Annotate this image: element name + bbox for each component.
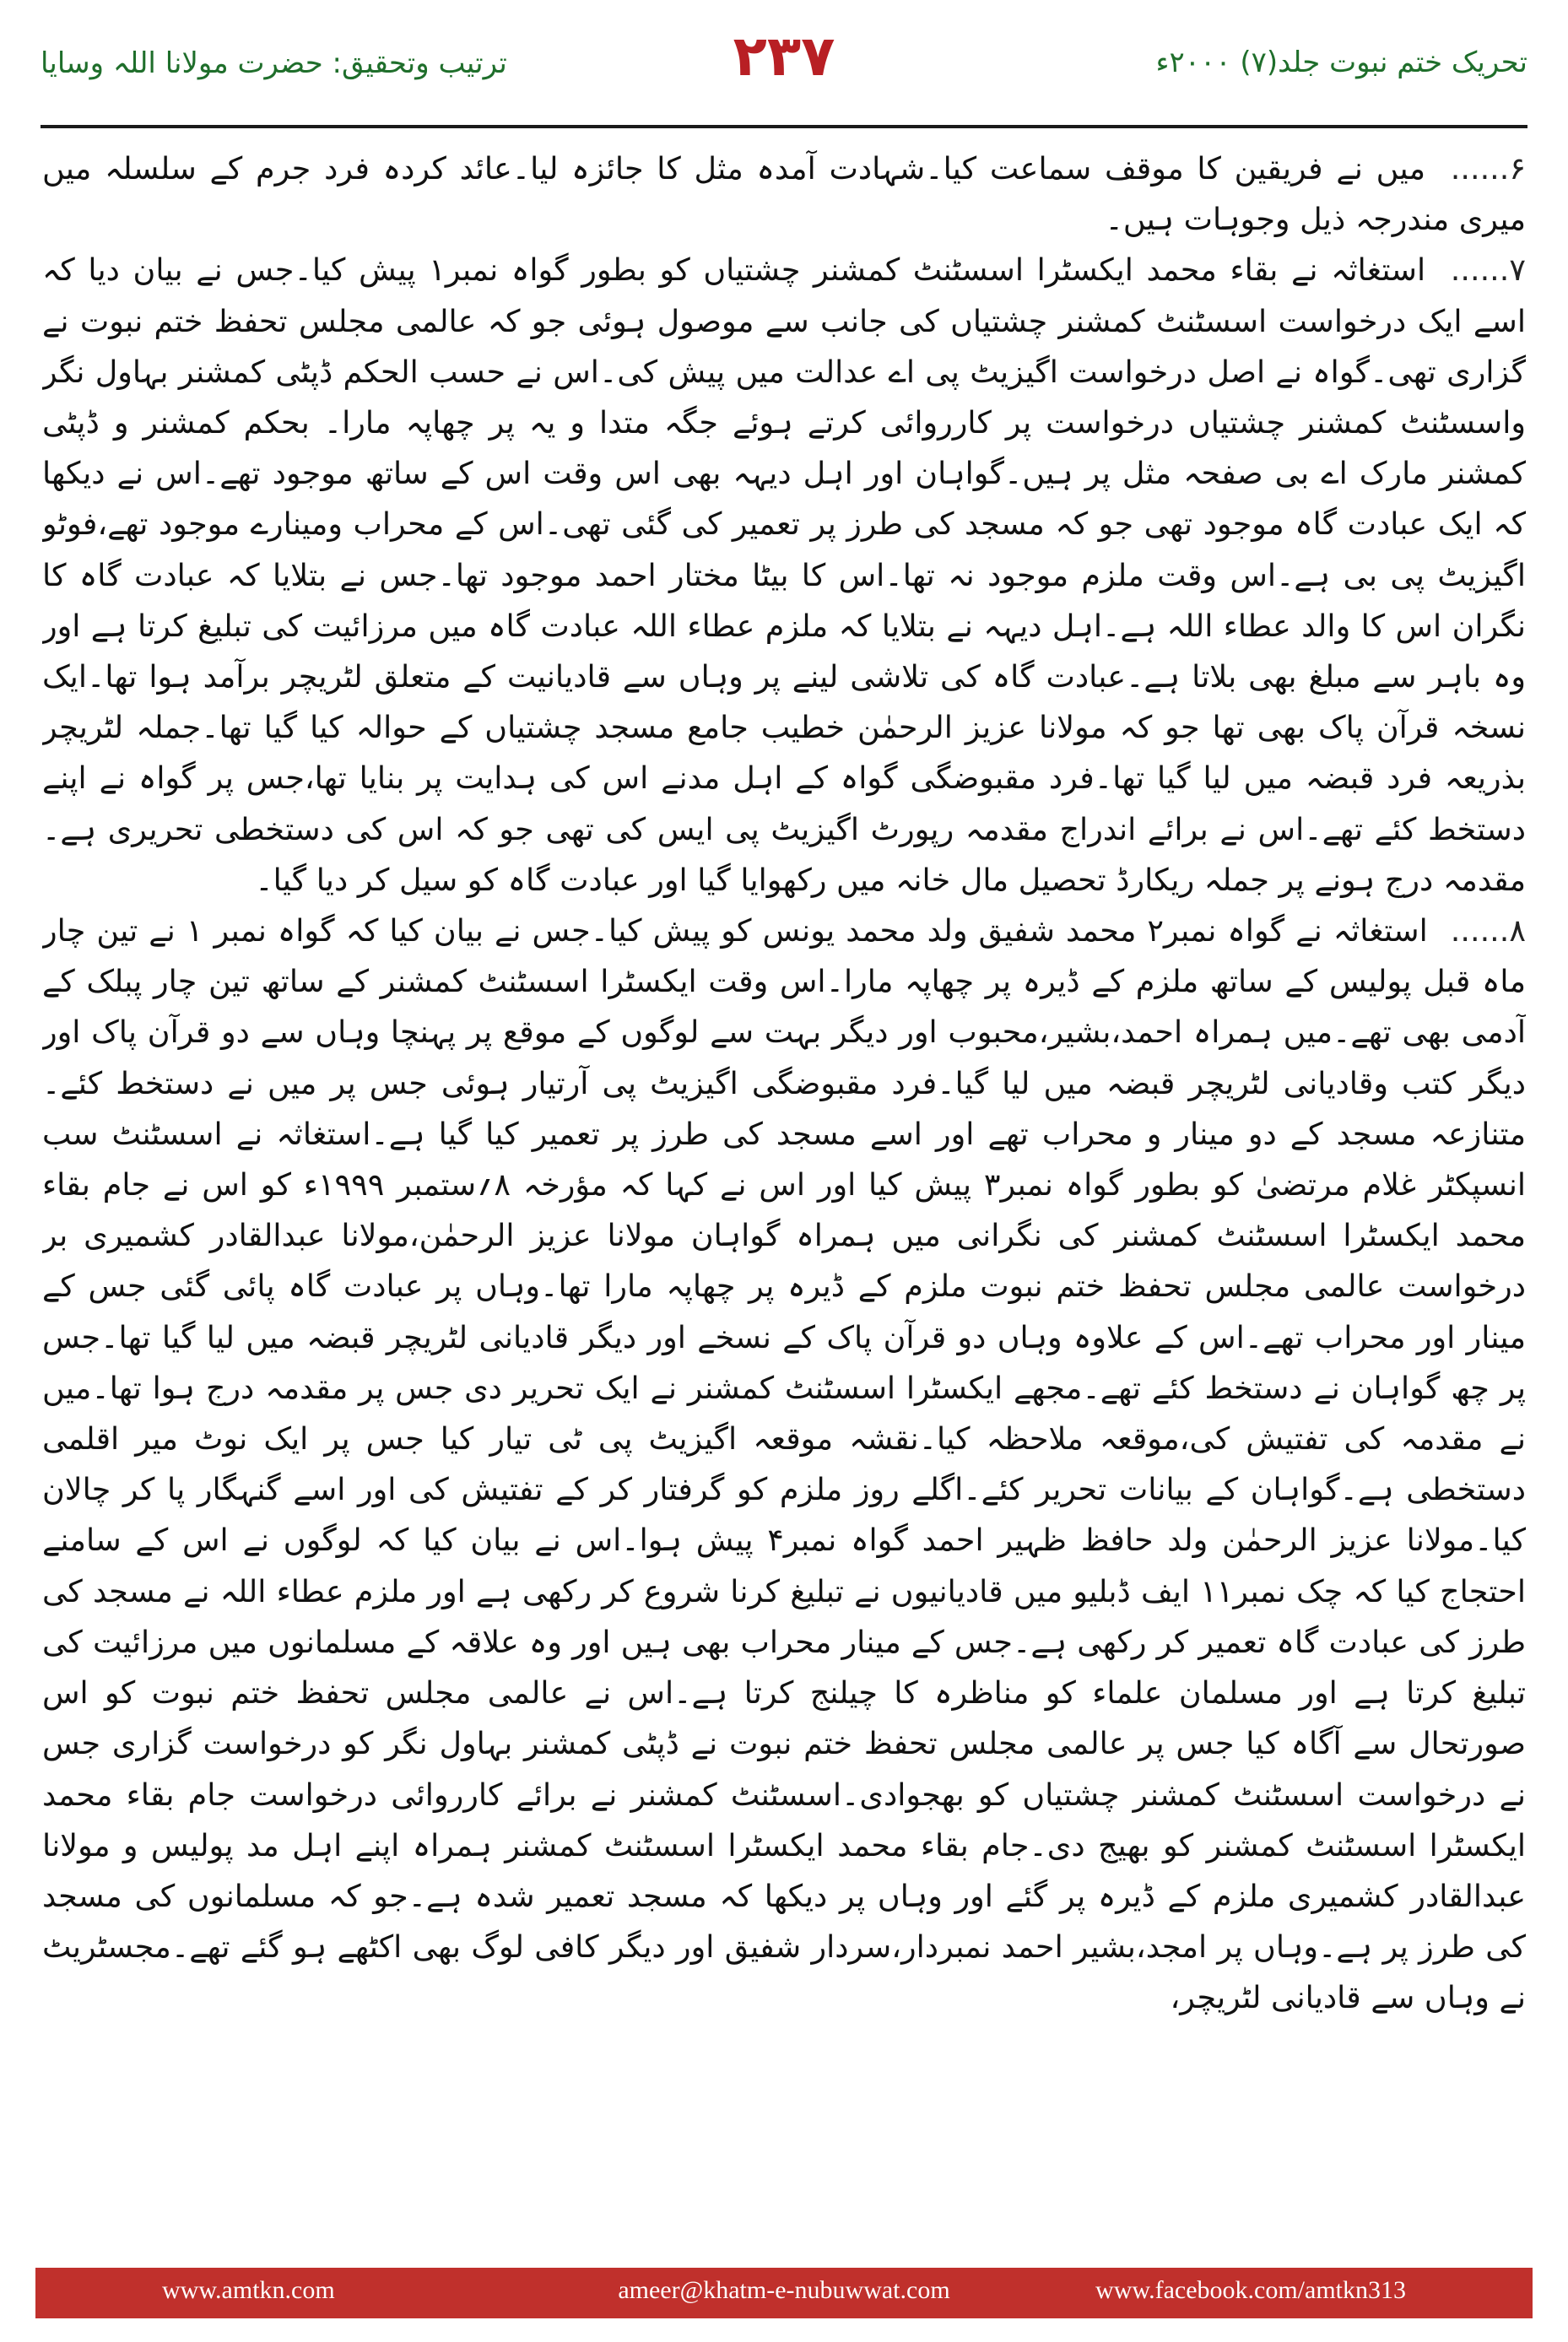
email-link[interactable]: ameer@khatm-e-nubuwwat.com	[618, 2276, 950, 2304]
paragraph-number: ۶......	[1450, 150, 1526, 187]
footer-bar	[35, 2268, 1533, 2318]
page-number: ۲۳۷	[733, 24, 835, 89]
website-link[interactable]: www.amtkn.com	[162, 2276, 335, 2304]
book-title: تحریک ختم نبوت جلد(۷) ۲۰۰۰ء	[1155, 46, 1527, 79]
paragraph-text: استغاثہ نے گواہ نمبر۲ محمد شفیق ولد محمد یونس کو پیش کیا۔جس نے بیان کیا کہ گواہ نمبر ۱ نے تین چار ماہ قبل پولیس کے ساتھ ملزم کے ڈیرہ پر چھاپہ مارا۔اس وقت ایکسٹرا اسسٹنٹ کمشنر کے ساتھ تین چار پبلک کے آدمی بھی تھے۔میں ہمراہ احمد،بشیر،محبوب اور دیگر بہت سے لوگوں کے موقع پر پہنچا وہاں سے دو قرآن پاک اور دیگر کتب وقادیانی لٹریچر قبضہ میں لیا گیا۔فرد مقبوضگی اگیزیٹ پی آرتیار ہوئی جس پر میں نے دستخط کئے۔متنازعہ مسجد کے دو مینار و محراب تھے اور اسے مسجد کی طرز پر تعمیر کیا گیا ہے۔استغاثہ نے اسسٹنٹ سب انسپکٹر غلام مرتضیٰ کو بطور گواہ نمبر۳ پیش کیا اور اس نے کہا کہ مؤرخہ ۸؍ستمبر ۱۹۹۹ء کو اس نے جام بقاء محمد ایکسٹرا اسسٹنٹ کمشنر کی نگرانی میں ہمراہ گواہان مولانا عزیز الرحمٰن،مولانا عبدالقادر کشمیری بر درخواست عالمی مجلس تحفظ ختم نبوت ملزم کے ڈیرہ پر چھاپہ مارا تھا۔وہاں پر عبادت گاہ پائی گئی جس کے مینار اور محراب تھے۔اس کے علاوہ وہاں دو قرآن پاک کے نسخے اور دیگر قادیانی لٹریچر قبضہ میں لیا گیا تھا۔جس پر چھ گواہان نے دستخط کئے تھے۔مجھے ایکسٹرا اسسٹنٹ کمشنر نے ایک تحریر دی جس پر مقدمہ درج ہوا تھا۔میں نے مقدمہ کی تفتیش کی،موقعہ ملاحظہ کیا۔نقشہ موقعہ اگیزیٹ پی ٹی تیار کیا جس پر ایک نوٹ میر اقلمی دستخطی ہے۔گواہان کے بیانات تحریر کئے۔اگلے روز ملزم کو گرفتار کر کے تفتیش کی اور اسے گنہگار پا کر چالان کیا۔مولانا عزیز الرحمٰن ولد حافظ ظہیر احمد گواہ نمبر۴ پیش ہوا۔اس نے بیان کیا کہ لوگوں نے اس کے سامنے احتجاج کیا کہ چک نمبر۱۱ ایف ڈبلیو میں قادیانیوں نے تبلیغ کرنا شروع کر رکھی ہے اور ملزم عطاء اللہ نے مسجد کی طرز کی عبادت گاہ تعمیر کر رکھی ہے۔جس کے مینار محراب بھی ہیں اور وہ علاقہ کے مسلمانوں میں مرزائیت کی تبلیغ کرتا ہے اور مسلمان علماء کو مناظرہ کا چیلنج کرتا ہے۔اس نے عالمی مجلس تحفظ ختم نبوت کو اس صورتحال سے آگاہ کیا جس پر عالمی مجلس تحفظ ختم نبوت نے ڈپٹی کمشنر بہاول نگر کو درخواست گزاری جس نے درخواست اسسٹنٹ کمشنر چشتیاں کو بھجوادی۔اسسٹنٹ کمشنر نے برائے کارروائی درخواست جام بقاء محمد ایکسٹرا اسسٹنٹ کمشنر کو بھیج دی۔جام بقاء محمد ایکسٹرا اسسٹنٹ کمشنر ہمراہ اپنے اہل مد پولیس و مولانا عبدالقادر کشمیری ملزم کے ڈیرہ پر گئے اور وہاں پر دیکھا کہ مسجد تعمیر شدہ ہے۔جو کہ مسلمانوں کی مسجد کی طرز پر ہے۔وہاں پر امجد،بشیر احمد نمبردار،سردار شفیق اور دیگر کافی لوگ بھی اکٹھے ہو گئے تھے۔مجسٹریٹ نے وہاں سے قادیانی لٹریچر،	[42, 912, 1526, 2016]
paragraph-8	[42, 906, 1526, 2023]
paragraph-number: ۸......	[1450, 912, 1526, 949]
page-body	[42, 143, 1526, 2232]
paragraph-7	[42, 245, 1526, 906]
facebook-link[interactable]: www.facebook.com/amtkn313	[1095, 2276, 1406, 2304]
compiler-credit: ترتیب وتحقیق: حضرت مولانا اللہ وسایا	[41, 46, 507, 80]
paragraph-6	[42, 143, 1526, 245]
page-header	[41, 24, 1527, 118]
paragraph-number: ۷......	[1450, 252, 1526, 289]
paragraph-text: میں نے فریقین کا موقف سماعت کیا۔شہادت آمدہ مثل کا جائزہ لیا۔عائد کردہ فرد جرم کے سلسلہ میں میری مندرجہ ذیل وجوہات ہیں۔	[42, 150, 1526, 238]
header-divider	[41, 125, 1527, 128]
paragraph-text: استغاثہ نے بقاء محمد ایکسٹرا اسسٹنٹ کمشنر چشتیاں کو بطور گواہ نمبر۱ پیش کیا۔جس نے بیان دیا کہ اسے ایک درخواست اسسٹنٹ کمشنر چشتیاں کی جانب سے موصول ہوئی جو کہ عالمی مجلس تحفظ ختم نبوت نے گزاری تھی۔گواہ نے اصل درخواست اگیزیٹ پی اے عدالت میں پیش کی۔اس نے حسب الحکم ڈپٹی کمشنر بہاول نگر واسسٹنٹ کمشنر چشتیاں درخواست پر کارروائی کرتے ہوئے جگہ متدا و یہ پر چھاپہ مارا۔ بحکم کمشنر و ڈپٹی کمشنر مارک اے بی صفحہ مثل پر ہیں۔گواہان اور اہل دیہہ بھی اس وقت اس کے ساتھ موجود تھے۔اس نے دیکھا کہ ایک عبادت گاہ موجود تھی جو کہ مسجد کی طرز پر تعمیر کی گئی تھی۔اس کے محراب ومینارے موجود تھے،فوٹو اگیزیٹ پی بی ہے۔اس وقت ملزم موجود نہ تھا۔اس کا بیٹا مختار احمد موجود تھا۔جس نے بتلایا کہ عبادت گاہ کا نگران اس کا والد عطاء اللہ ہے۔اہل دیہہ نے بتلایا کہ ملزم عطاء اللہ عبادت گاہ میں مرزائیت کی تبلیغ کرتا ہے اور وہ باہر سے مبلغ بھی بلاتا ہے۔عبادت گاہ کی تلاشی لینے پر وہاں سے قادیانیت کے متعلق لٹریچر برآمد ہوا تھا۔ایک نسخہ قرآن پاک بھی تھا جو کہ مولانا عزیز الرحمٰن خطیب جامع مسجد چشتیاں کے حوالہ کیا گیا تھا۔جملہ لٹریچر بذریعہ فرد قبضہ میں لیا گیا تھا۔فرد مقبوضگی گواہ کے اہل مدنے اس کی ہدایت پر بنایا تھا،جس پر گواہ نے اپنے دستخط کئے تھے۔اس نے برائے اندراج مقدمہ رپورٹ اگیزیٹ پی ایس کی تھی جو کہ اس کی دستخطی تحریری ہے۔مقدمہ درج ہونے پر جملہ ریکارڈ تحصیل مال خانہ میں رکھوایا گیا اور عبادت گاہ کو سیل کر دیا گیا۔	[42, 252, 1526, 898]
